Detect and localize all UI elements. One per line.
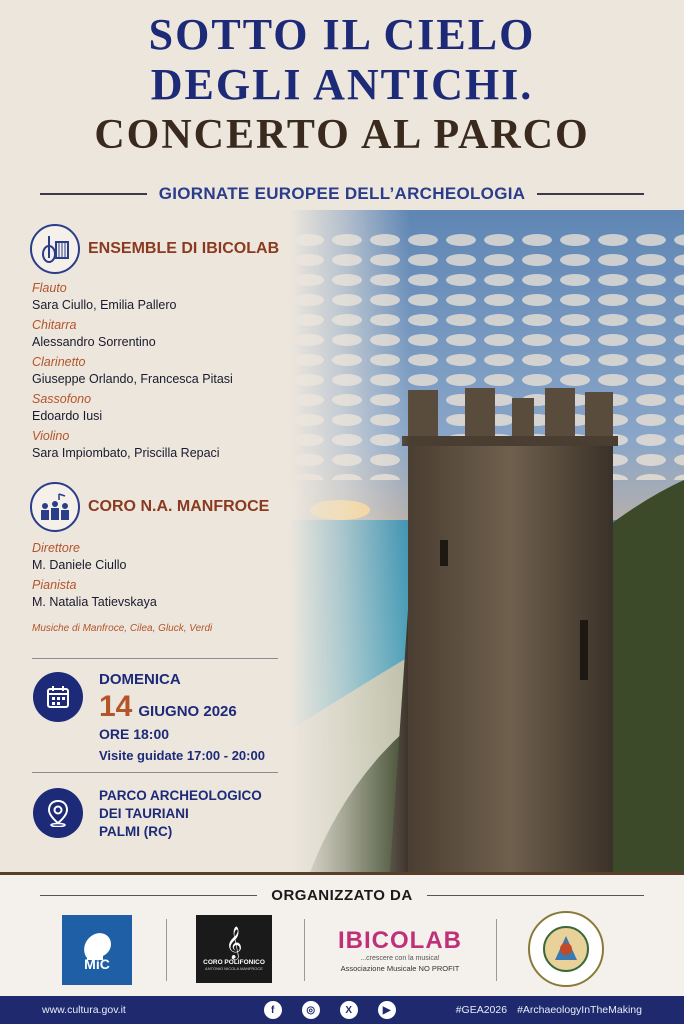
event-date-number: 14 [99, 690, 133, 723]
social-links [264, 1001, 396, 1019]
divider [40, 895, 257, 896]
role-label: Flauto [32, 281, 67, 295]
title-line-1: SOTTO IL CIELO [148, 10, 536, 59]
hashtag-gea: #GEA2026 [455, 1004, 508, 1016]
role-label: Sassofono [32, 392, 92, 406]
organizers-band [0, 872, 684, 996]
hero-fade [290, 210, 410, 872]
location [99, 787, 262, 841]
member-names: Alessandro Sorrentino [32, 335, 156, 349]
coro-polifonico-logo [196, 915, 272, 983]
ensemble-roster [32, 280, 292, 465]
title-line-2: DEGLI ANTICHI. [150, 60, 534, 109]
ensemble-title: ENSEMBLE DI IBICOLAB [88, 240, 280, 257]
header [0, 10, 684, 160]
divider [32, 772, 278, 773]
divider [427, 895, 644, 896]
event-day: DOMENICA [99, 671, 181, 688]
hero-image [290, 210, 684, 872]
ensemble-header [30, 224, 279, 274]
tower [390, 388, 618, 872]
mic-logo [62, 915, 132, 985]
event-date [99, 692, 265, 722]
location-line-2: DEI TAURIANI [99, 806, 189, 821]
choir-icon [30, 482, 80, 532]
hashtag-archaeology: #ArchaeologyInTheMaking [517, 1004, 642, 1016]
subtitle-row [40, 184, 644, 204]
member-names: Giuseppe Orlando, Francesca Pitasi [32, 372, 233, 386]
divider [40, 193, 147, 195]
divider [496, 919, 497, 981]
website-link[interactable]: www.cultura.gov.it [42, 1004, 126, 1016]
music-note: Musiche di Manfroce, Cilea, Gluck, Verdi [32, 623, 213, 634]
subtitle: GIORNATE EUROPEE DELL’ARCHEOLOGIA [158, 184, 526, 203]
role-label: Direttore [32, 541, 80, 555]
choir-header [30, 482, 269, 532]
role-label: Clarinetto [32, 355, 86, 369]
title-line-3: CONCERTO AL PARCO [94, 112, 590, 158]
member-names: Sara Impiombato, Priscilla Repaci [32, 446, 220, 460]
event-time: ORE 18:00 [99, 726, 170, 742]
treble-clef-icon: 𝄞 [225, 927, 243, 958]
movimento-culturale-logo [522, 909, 610, 989]
choir-title: CORO N.A. MANFROCE [88, 498, 270, 515]
x-icon[interactable]: X [340, 1001, 358, 1019]
ibicolab-logo-text: IBICOLAB [338, 927, 462, 954]
ibicolab-logo [328, 915, 472, 985]
member-names: Edoardo Iusi [32, 409, 103, 423]
divider [166, 919, 167, 981]
event-month-year: GIUGNO 2026 [138, 703, 237, 720]
instagram-icon[interactable]: ◎ [302, 1001, 320, 1019]
member-names: Sara Ciullo, Emilia Pallero [32, 298, 177, 312]
movimento-logo-text [559, 949, 574, 950]
organizers-title: ORGANIZZATO DA [271, 887, 413, 904]
divider [32, 658, 278, 659]
musical-instruments-icon [30, 224, 80, 274]
mic-logo-text: MiC [84, 956, 110, 972]
location-line-3: PALMI (RC) [99, 824, 173, 839]
organizers-header [40, 887, 644, 904]
location-line-1: PARCO ARCHEOLOGICO [99, 788, 262, 803]
map-pin-icon [33, 788, 83, 838]
choir-roster [32, 540, 292, 614]
member-names: M. Natalia Tatievskaya [32, 595, 157, 609]
ibicolab-tagline: ...crescere con la musica! [360, 955, 440, 962]
role-label: Chitarra [32, 318, 77, 332]
coro-logo-subtext: ANTONIO NICOLA MANFROCE [205, 966, 263, 971]
role-label: Pianista [32, 578, 77, 592]
facebook-icon[interactable]: f [264, 1001, 282, 1019]
hashtags [456, 1004, 642, 1016]
calendar-icon [33, 672, 83, 722]
divider [537, 193, 644, 195]
footer [0, 996, 684, 1024]
divider [304, 919, 305, 981]
event-details [99, 670, 265, 763]
member-names: M. Daniele Ciullo [32, 558, 127, 572]
coro-logo-text: CORO POLIFONICO [203, 959, 265, 966]
youtube-icon[interactable]: ▶ [378, 1001, 396, 1019]
ibicolab-association: Associazione Musicale NO PROFIT [340, 964, 460, 973]
event-visits: Visite guidate 17:00 - 20:00 [99, 748, 265, 763]
role-label: Violino [32, 429, 70, 443]
